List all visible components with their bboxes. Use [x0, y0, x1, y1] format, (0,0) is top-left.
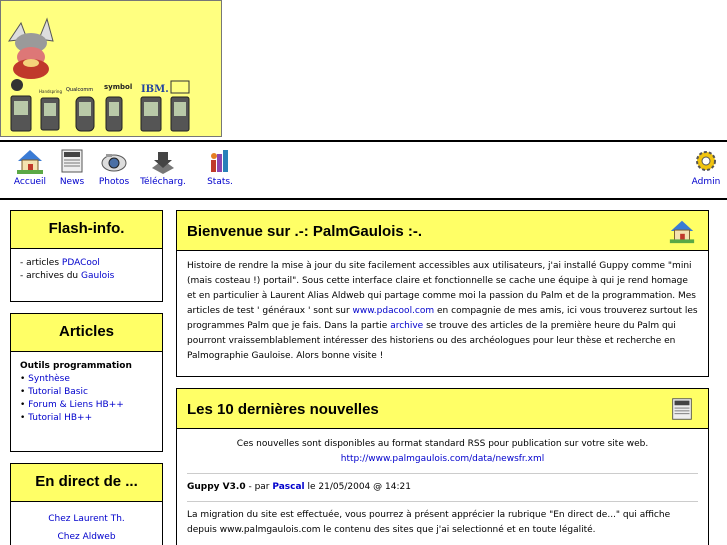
news-header [177, 389, 708, 429]
news-item-text: La migration du site est effectuée, vous pourrez à présent apprécier la rubrique "En direct de..." qui affiche depuis www.palmgaulois.com le contenu des sites que j'ai selectionné et en toute légalité. [187, 510, 671, 535]
direct-link-laurent[interactable]: Chez Laurent Th. [48, 514, 125, 524]
gaulois-logo-icon [1, 1, 221, 136]
articles-title: Articles [11, 314, 162, 352]
nav-label: Accueil [13, 177, 47, 187]
news-item-header [187, 480, 698, 495]
news-item-title: Guppy V3.0 [187, 482, 246, 492]
welcome-text-part: en compagnie de mes amis, ici vous trouverez surtout les programmes Palm que je fais. Dans la partie [187, 306, 698, 331]
rss-url-link[interactable]: http://www.palmgaulois.com/data/newsfr.xml [340, 454, 545, 464]
stats-icon [205, 146, 235, 176]
camera-icon [99, 146, 129, 176]
home-icon [668, 217, 696, 245]
direct-link-aldweb[interactable]: Chez Aldweb [57, 532, 116, 542]
nav-label: Stats. [207, 177, 233, 187]
nav-label: Photos [98, 177, 130, 187]
download-icon [148, 146, 178, 176]
brand-text: symbol [104, 83, 133, 91]
newspaper-icon [57, 146, 87, 176]
welcome-text [177, 251, 708, 372]
nav-divider [0, 198, 727, 200]
header-divider [0, 140, 727, 142]
nav-label: Admin [691, 177, 721, 187]
nav-item-photos[interactable] [96, 146, 132, 187]
welcome-title: Bienvenue sur .-: PalmGaulois :-. [187, 223, 423, 240]
welcome-box [176, 210, 709, 377]
article-link-forum-hb[interactable]: Forum & Liens HB++ [28, 400, 124, 410]
news-author-link[interactable]: Pascal [272, 482, 305, 492]
rss-info [187, 437, 698, 467]
en-direct-body [11, 502, 162, 545]
news-body [177, 429, 708, 545]
welcome-text-part: Histoire de rendre la mise à jour du site facilement accessibles aux utilisateurs, j'ai installé Guppy comme "mini (mais costeau !) portail". Sous cette interface claire et fonctionnelle se cache une équipe à qui je rend homage et en particulier à Laurent Alias Aldweb qui partage comme moi la passion du Palm et de la programmation. Mes articles de test ' généraux ' sont sur [187, 261, 696, 316]
article-link-synthese[interactable]: Synthèse [28, 374, 70, 384]
article-link-tutorial-hb[interactable]: Tutorial HB++ [28, 413, 93, 423]
news-box [176, 388, 709, 545]
flash-line-text: - articles [20, 258, 62, 268]
main-nav [0, 146, 727, 194]
articles-body: Outils programmation • Synthèse • Tutorial Basic • Forum & Liens HB++ • Tutorial HB++ [11, 352, 162, 433]
site-banner [0, 0, 222, 137]
article-link-tutorial-basic[interactable]: Tutorial Basic [28, 387, 88, 397]
nav-item-stats[interactable] [202, 146, 238, 187]
en-direct-box [10, 463, 163, 545]
pdacool-link[interactable]: PDACool [61, 258, 100, 268]
rss-text: Ces nouvelles sont disponibles au format standard RSS pour publication sur votre site web. [236, 439, 649, 449]
brand-text: Handspring [39, 89, 62, 94]
pdacool-site-link[interactable]: www.pdacool.com [352, 306, 435, 316]
nav-item-admin[interactable] [690, 146, 722, 187]
brand-text: Qualcomm [66, 87, 94, 93]
gear-icon [691, 146, 721, 176]
news-title: Les 10 dernières nouvelles [187, 401, 379, 418]
flash-info-box [10, 210, 163, 302]
welcome-header [177, 211, 708, 251]
welcome-text-part: se trouve des articles de la première heure du Palm qui pourront vraissemblablement intéresser des historiens ou des archéologues pour leur thèse et recherche en Palmographie Gauloise. Alors bonne visite ! [187, 321, 676, 361]
flash-info-body [11, 249, 162, 291]
home-icon [15, 146, 45, 176]
flash-info-title: Flash-info. [11, 211, 162, 249]
en-direct-title: En direct de ... [11, 464, 162, 502]
articles-box [10, 313, 163, 452]
nav-label: News [59, 177, 85, 187]
gaulois-archive-link[interactable]: Gaulois [80, 271, 115, 281]
newspaper-icon [668, 395, 696, 423]
flash-line-text: - archives du [20, 271, 81, 281]
brand-text: IBM. [141, 84, 169, 95]
news-item-date: le 21/05/2004 @ 14:21 [304, 482, 411, 492]
news-item-by: - par [245, 482, 273, 492]
nav-item-telechargement[interactable] [140, 146, 186, 187]
archive-link[interactable]: archive [390, 321, 424, 331]
news-divider [187, 473, 698, 474]
articles-section-title: Outils programmation [20, 361, 132, 371]
news-divider [187, 501, 698, 502]
nav-item-news[interactable] [56, 146, 88, 187]
nav-label: Télécharg. [140, 177, 186, 187]
nav-item-accueil[interactable] [10, 146, 50, 187]
